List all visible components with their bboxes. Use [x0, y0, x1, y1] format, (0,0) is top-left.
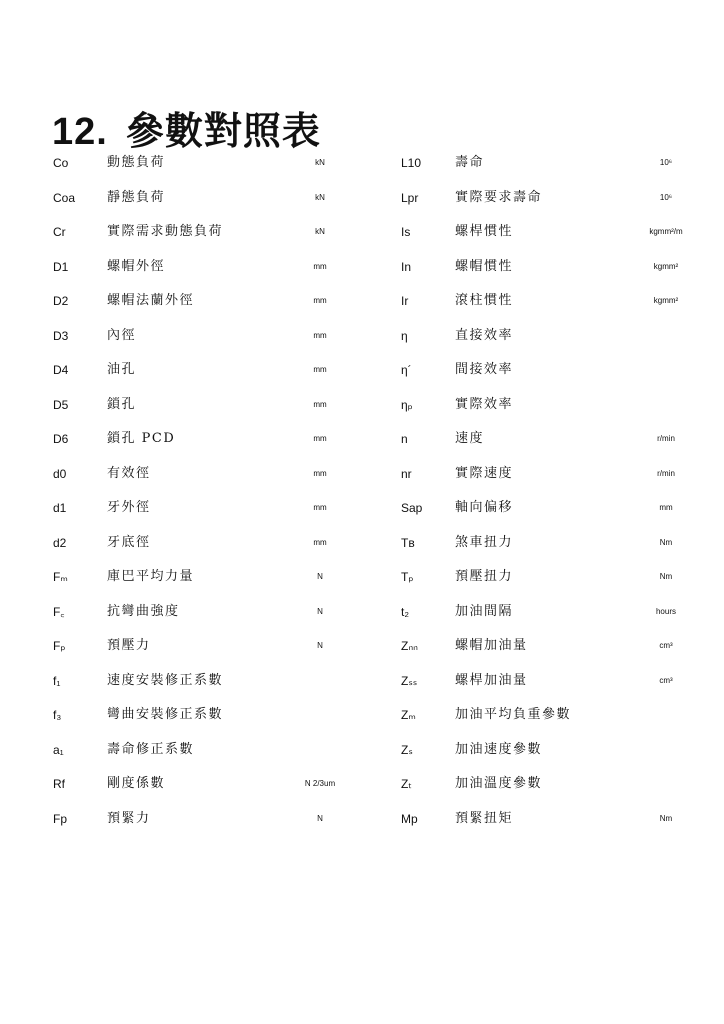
right-name: 軸向偏移: [455, 500, 514, 515]
right-symbol: η: [401, 328, 408, 343]
right-unit: Nm: [659, 537, 673, 547]
left-name: 庫巴平均力量: [107, 569, 195, 584]
right-name: 速度: [455, 431, 485, 446]
left-name: 彎曲安裝修正系數: [107, 707, 224, 722]
right-symbol: Zₛ: [401, 742, 413, 757]
right-name: 預壓扭力: [455, 569, 514, 584]
left-unit: kN: [315, 227, 325, 236]
left-name: 動態負荷: [107, 155, 166, 170]
left-unit: mm: [313, 296, 327, 305]
left-symbol: Rf: [53, 777, 65, 791]
right-name: 滾柱慣性: [455, 293, 514, 308]
right-name: 實際要求壽命: [455, 189, 543, 205]
table-row: [0, 388, 724, 423]
left-name: 牙底徑: [107, 534, 151, 550]
right-symbol: Zₛₛ: [401, 673, 418, 688]
table-row: [0, 491, 724, 526]
table-row: [0, 698, 724, 733]
left-symbol: Cr: [53, 225, 66, 239]
right-name: 加油間隔: [455, 603, 514, 619]
right-symbol: nr: [401, 466, 412, 481]
left-symbol: F꜀: [53, 604, 65, 619]
left-name: 壽命修正系數: [107, 741, 195, 757]
right-name: 加油平均負重參數: [455, 707, 572, 722]
right-symbol: Zₘ: [401, 708, 416, 722]
left-symbol: D3: [53, 328, 69, 343]
left-name: 預緊力: [107, 810, 151, 826]
right-symbol: Mp: [401, 811, 418, 826]
right-unit: Nm: [659, 572, 673, 581]
left-symbol: d0: [53, 466, 67, 481]
left-unit: N: [317, 813, 323, 823]
title-text: 參數對照表: [125, 108, 321, 154]
right-symbol: Lpr: [401, 190, 419, 205]
left-symbol: D5: [53, 397, 69, 412]
right-unit: hours: [655, 606, 676, 616]
left-symbol: D6: [53, 432, 69, 446]
left-unit: N: [317, 606, 323, 616]
right-symbol: Zₜ: [401, 777, 412, 791]
table-row: [0, 284, 724, 319]
right-unit: Nm: [659, 813, 673, 823]
left-name: 牙外徑: [107, 500, 151, 515]
right-name: 煞車扭力: [455, 534, 514, 550]
left-unit: mm: [313, 468, 327, 478]
left-symbol: Fₘ: [53, 570, 68, 584]
right-unit: cm³: [659, 641, 673, 650]
left-unit: [290, 698, 350, 733]
right-unit: cm³: [659, 675, 673, 685]
table-row: [0, 767, 724, 802]
left-unit: mm: [313, 399, 327, 409]
right-name: 螺桿慣性: [455, 224, 514, 239]
table-row: [0, 802, 724, 837]
left-name: 鎖孔 PCD: [107, 431, 176, 446]
right-symbol: η´: [401, 363, 412, 377]
right-unit: 10⁶: [659, 158, 673, 167]
left-name: 螺帽外徑: [107, 258, 166, 274]
left-symbol: Coa: [53, 190, 76, 205]
right-name: 螺桿加油量: [455, 672, 528, 688]
table-row: [0, 629, 724, 664]
left-name: 實際需求動態負荷: [107, 224, 224, 239]
table-row: [0, 181, 724, 216]
right-name: 壽命: [455, 155, 485, 170]
right-name: 螺帽加油量: [455, 638, 528, 653]
right-symbol: n: [401, 432, 408, 446]
right-symbol: In: [401, 259, 412, 274]
left-symbol: Fₚ: [53, 639, 66, 653]
table-row: [0, 560, 724, 595]
right-unit: [636, 353, 696, 388]
left-name: 螺帽法蘭外徑: [107, 293, 195, 308]
left-name: 靜態負荷: [107, 189, 166, 205]
right-name: 加油溫度參數: [455, 776, 543, 791]
left-name: 剛度係數: [107, 776, 166, 791]
right-name: 預緊扭矩: [455, 810, 514, 826]
right-name: 間接效率: [455, 362, 514, 377]
left-unit: mm: [313, 537, 327, 547]
left-name: 抗彎曲強度: [107, 603, 180, 619]
right-unit: [636, 733, 696, 768]
right-symbol: L10: [401, 156, 422, 170]
right-symbol: Ir: [401, 294, 409, 308]
right-name: 實際速度: [455, 465, 514, 481]
table-row: [0, 422, 724, 457]
table-row: [0, 250, 724, 285]
right-unit: [636, 767, 696, 802]
table-row: [0, 733, 724, 768]
table-row: [0, 595, 724, 630]
right-symbol: Is: [401, 225, 411, 239]
right-name: 實際效率: [455, 396, 514, 412]
left-symbol: f₁: [53, 673, 61, 688]
right-unit: [636, 319, 696, 354]
left-name: 有效徑: [107, 465, 151, 481]
left-name: 油孔: [107, 362, 137, 377]
table-row: [0, 353, 724, 388]
left-symbol: f₃: [53, 708, 62, 722]
left-unit: kN: [315, 192, 325, 202]
left-symbol: D4: [53, 363, 69, 377]
right-symbol: ηₚ: [401, 397, 413, 412]
right-symbol: Sap: [401, 501, 423, 515]
parameter-table: [0, 146, 724, 836]
left-name: 速度安裝修正系數: [107, 672, 224, 688]
left-symbol: d1: [53, 501, 67, 515]
right-symbol: Zₙₙ: [401, 639, 418, 653]
left-unit: mm: [313, 261, 327, 271]
left-symbol: D2: [53, 294, 69, 308]
left-unit: mm: [313, 503, 327, 512]
table-row: [0, 457, 724, 492]
right-unit: [636, 698, 696, 733]
left-symbol: a₁: [53, 742, 64, 757]
left-unit: mm: [313, 330, 327, 340]
right-unit: kgmm²/m: [649, 227, 683, 236]
left-unit: mm: [313, 434, 327, 443]
left-name: 鎖孔: [107, 396, 137, 412]
left-unit: mm: [313, 365, 327, 374]
left-symbol: Co: [53, 156, 69, 170]
right-unit: kgmm²: [653, 296, 679, 305]
left-unit: N: [317, 641, 323, 650]
table-row: [0, 526, 724, 561]
right-unit: [636, 388, 696, 423]
left-unit: [290, 733, 350, 768]
right-symbol: Tʙ: [401, 535, 415, 550]
left-symbol: Fp: [53, 811, 68, 826]
title-number: 12.: [52, 111, 108, 154]
left-symbol: d2: [53, 535, 67, 550]
table-row: [0, 664, 724, 699]
left-symbol: D1: [53, 259, 69, 274]
left-name: 預壓力: [107, 638, 151, 653]
left-unit: N: [317, 572, 323, 581]
right-symbol: t₂: [401, 604, 409, 619]
right-unit: r/min: [657, 468, 675, 478]
right-unit: kgmm²: [653, 261, 679, 271]
right-unit: mm: [659, 503, 673, 512]
left-unit: N 2/3um: [304, 779, 336, 788]
left-unit: [290, 664, 350, 699]
right-unit: r/min: [657, 434, 675, 443]
table-row: [0, 146, 724, 181]
right-name: 直接效率: [455, 327, 514, 343]
right-name: 加油速度參數: [455, 741, 543, 757]
table-row: [0, 319, 724, 354]
right-name: 螺帽慣性: [455, 258, 514, 274]
table-row: [0, 215, 724, 250]
left-name: 內徑: [107, 327, 137, 343]
right-unit: 10⁶: [659, 192, 673, 202]
right-symbol: Tₚ: [401, 570, 414, 584]
left-unit: kN: [315, 158, 325, 167]
